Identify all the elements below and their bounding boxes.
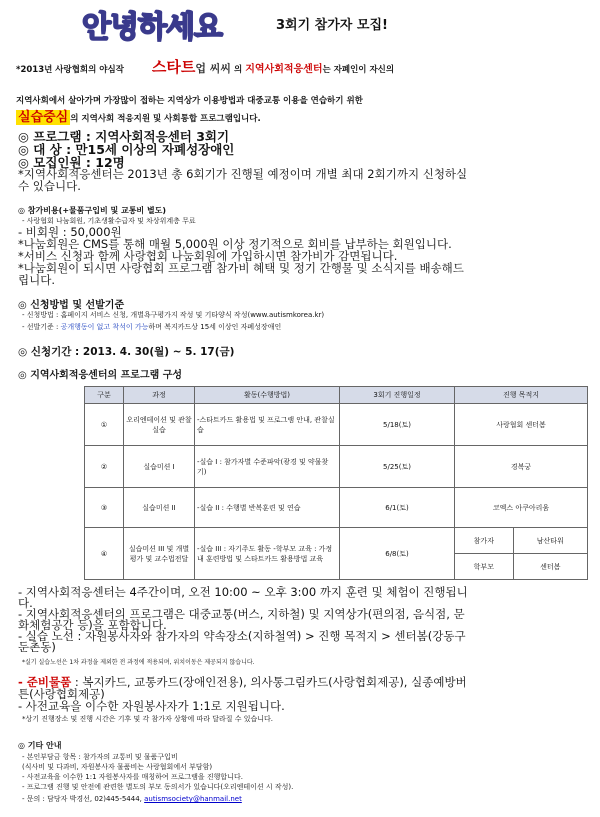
- table-header: 활동(수행방법): [195, 387, 340, 404]
- fees-line-6: 립니다.: [18, 273, 55, 287]
- quota-line: ◎ 모집인원 : 12명: [18, 155, 125, 170]
- fees-line-1: - 사랑협회 나눔회원, 기초생활수급자 및 차상위계층 무료: [22, 217, 196, 225]
- table-row: ① 오리엔테이션 및 관찰실습 -스타트카드 활용법 및 프로그램 안내, 관찰실습 5/18(토) 사랑협회 센터봄: [85, 404, 588, 446]
- intro-line-2: 지역사회에서 살아가며 가장많이 접하는 지역상가 이용방법과 대중교통 이용을 연습하기 위한: [16, 96, 363, 106]
- table-header-row: [85, 387, 588, 404]
- note-3b: 둔촌동): [18, 640, 56, 654]
- practice-word: 실습중심: [18, 110, 69, 125]
- table-header: 구분: [85, 387, 124, 404]
- fees-line-5: *나눔회원이 되시면 사랑협회 프로그램 참가비 혜택 및 정기 간행물 및 소식지를 배송해드: [18, 261, 464, 275]
- fees-title: ◎ 참가비용(+물품구입비 및 교통비 별도): [18, 206, 167, 215]
- page-title: 3회기 참가자 모집!: [276, 18, 388, 33]
- table-row: 학부모 센터봄: [85, 554, 588, 580]
- note-3: - 실습 노선 : 자원봉사자와 참가자의 약속장소(지하철역) > 진행 목적지 > 센터봄(강동구: [18, 629, 466, 643]
- note-1: - 지역사회적응센터는 4주간이며, 오전 10:00 ~ 오후 3:00 까지 훈련 및 체험이 진행됩니: [18, 585, 468, 599]
- logo: [82, 2, 252, 44]
- program-line: ◎ 프로그램 : 지역사회적응센터 3회기: [18, 129, 230, 144]
- apply-criteria: - 선발기준 : 공개행동이 없고 착석이 가능하며 복지카드상 15세 이상인 자폐성장애인: [22, 323, 282, 331]
- items-line-2: 튼(사랑협회제공): [18, 687, 105, 701]
- note-2: - 지역사회적응센터의 프로그램은 대중교통(버스, 지하철) 및 지역상가(편의점, 음식점, 문: [18, 607, 465, 621]
- other-line-1: - 본인부담금 항목 : 참가자의 교통비 및 물품구입비: [22, 753, 178, 761]
- items-line: - 준비물품 : 복지카드, 교통카드(장애인전용), 의사통그림카드(사랑협회제공), 실종예방버: [18, 675, 467, 689]
- schedule-note: *지역사회적응센터는 2013년 총 6회기가 진행될 예정이며 개별 최대 2회기까지 신청하실: [18, 167, 468, 181]
- fees-line-2: - 비회원 : 50,000원: [18, 225, 122, 239]
- logo-text: 안녕하세요: [82, 10, 222, 45]
- table-header: 3회기 진행일정: [340, 387, 455, 404]
- apply-title: ◎ 신청방법 및 선발기준: [18, 300, 125, 311]
- program-table: [84, 386, 588, 580]
- schedule-note-2: 수 있습니다.: [18, 179, 81, 193]
- other-line-3: - 사전교육을 이수한 1:1 자원봉사자를 매칭하여 프로그램을 진행합니다.: [22, 773, 243, 781]
- volunteer-line: - 사전교육을 이수한 자원봉사자가 1:1로 지원됩니다.: [18, 699, 285, 713]
- target-line: ◎ 대 상 : 만15세 이상의 자폐성장애인: [18, 142, 235, 157]
- other-title: ◎ 기타 안내: [18, 741, 62, 750]
- note-small: *실기 실습노선은 1차 과정을 제외한 전 과정에 적용되며, 위치이동은 제공되지 않습니다.: [22, 659, 255, 666]
- table-row: ③ 실습미션 II -실습 II : 수행별 반복훈련 및 연습 6/1(토) 코엑스 아쿠아리움: [85, 488, 588, 528]
- other-line-2: (식사비 및 다과비, 자원봉사자 물품비는 사랑협회에서 부담함): [22, 763, 213, 771]
- items-small: *상기 진행장소 및 진행 시간은 기후 및 각 참가자 상황에 따라 달라질 수 있습니다.: [22, 715, 274, 723]
- table-row: ② 실습미션 I -실습 I : 참가자별 수준파악(광경 및 약물찾기) 5/25(토) 경복궁: [85, 446, 588, 488]
- start-word: 스타트: [151, 58, 196, 76]
- fees-line-4: *서비스 신청과 함께 사랑협회 나눔회원에 가입하시면 참가비가 감면됩니다.: [18, 249, 398, 263]
- items-label: - 준비물품: [18, 675, 72, 689]
- table-title: ◎ 지역사회적응센터의 프로그램 구성: [18, 370, 183, 381]
- center-name: 지역사회적응센터: [245, 64, 323, 75]
- other-line-4: - 프로그램 진행 및 안전에 관련한 별도의 부모 동의서가 있습니다(오리엔테이션 시 작성).: [22, 783, 294, 791]
- email-link[interactable]: autismsociety@hanmail.net: [144, 795, 242, 803]
- note-1b: 다.: [18, 596, 33, 610]
- table-header: 과정: [124, 387, 195, 404]
- apply-method: - 신청방법 : 홈페이지 서비스 신청, 개별욕구평가지 작성 및 기타양식 작성(www.autismkorea.kr): [22, 311, 325, 319]
- note-2b: 화체험공간 등)을 포함합니다.: [18, 618, 167, 632]
- table-header: 진행 목적지: [455, 387, 588, 404]
- apply-period: ◎ 신청기간 : 2013. 4. 30(월) ~ 5. 17(금): [18, 346, 235, 358]
- intro-line-3: 실습중심 의 지역사회 적응지원 및 사회통합 프로그램입니다.: [18, 110, 261, 125]
- table-row: ④ 실습미션 III 및 개별평가 및 교수법전달 -실습 III : 자기주도 활동 -학부모 교육 : 가정내 훈련방법 및 스타트카드 활용방법 교육 6/8(토) 참가자 남산타워: [85, 528, 588, 554]
- other-line-5: - 문의 : 담당자 박경선, 02)445-5444, autismsociety@hanmail.net: [22, 795, 242, 803]
- fees-line-3: *나눔회원은 CMS를 통해 매월 5,000원 이상 정기적으로 회비를 납부하는 회원입니다.: [18, 237, 452, 251]
- intro-line-1: *2013년 사랑협회의 야심작 스타트업 씨씨 의 지역사회적응센터는 자폐인이 자신의: [16, 58, 395, 76]
